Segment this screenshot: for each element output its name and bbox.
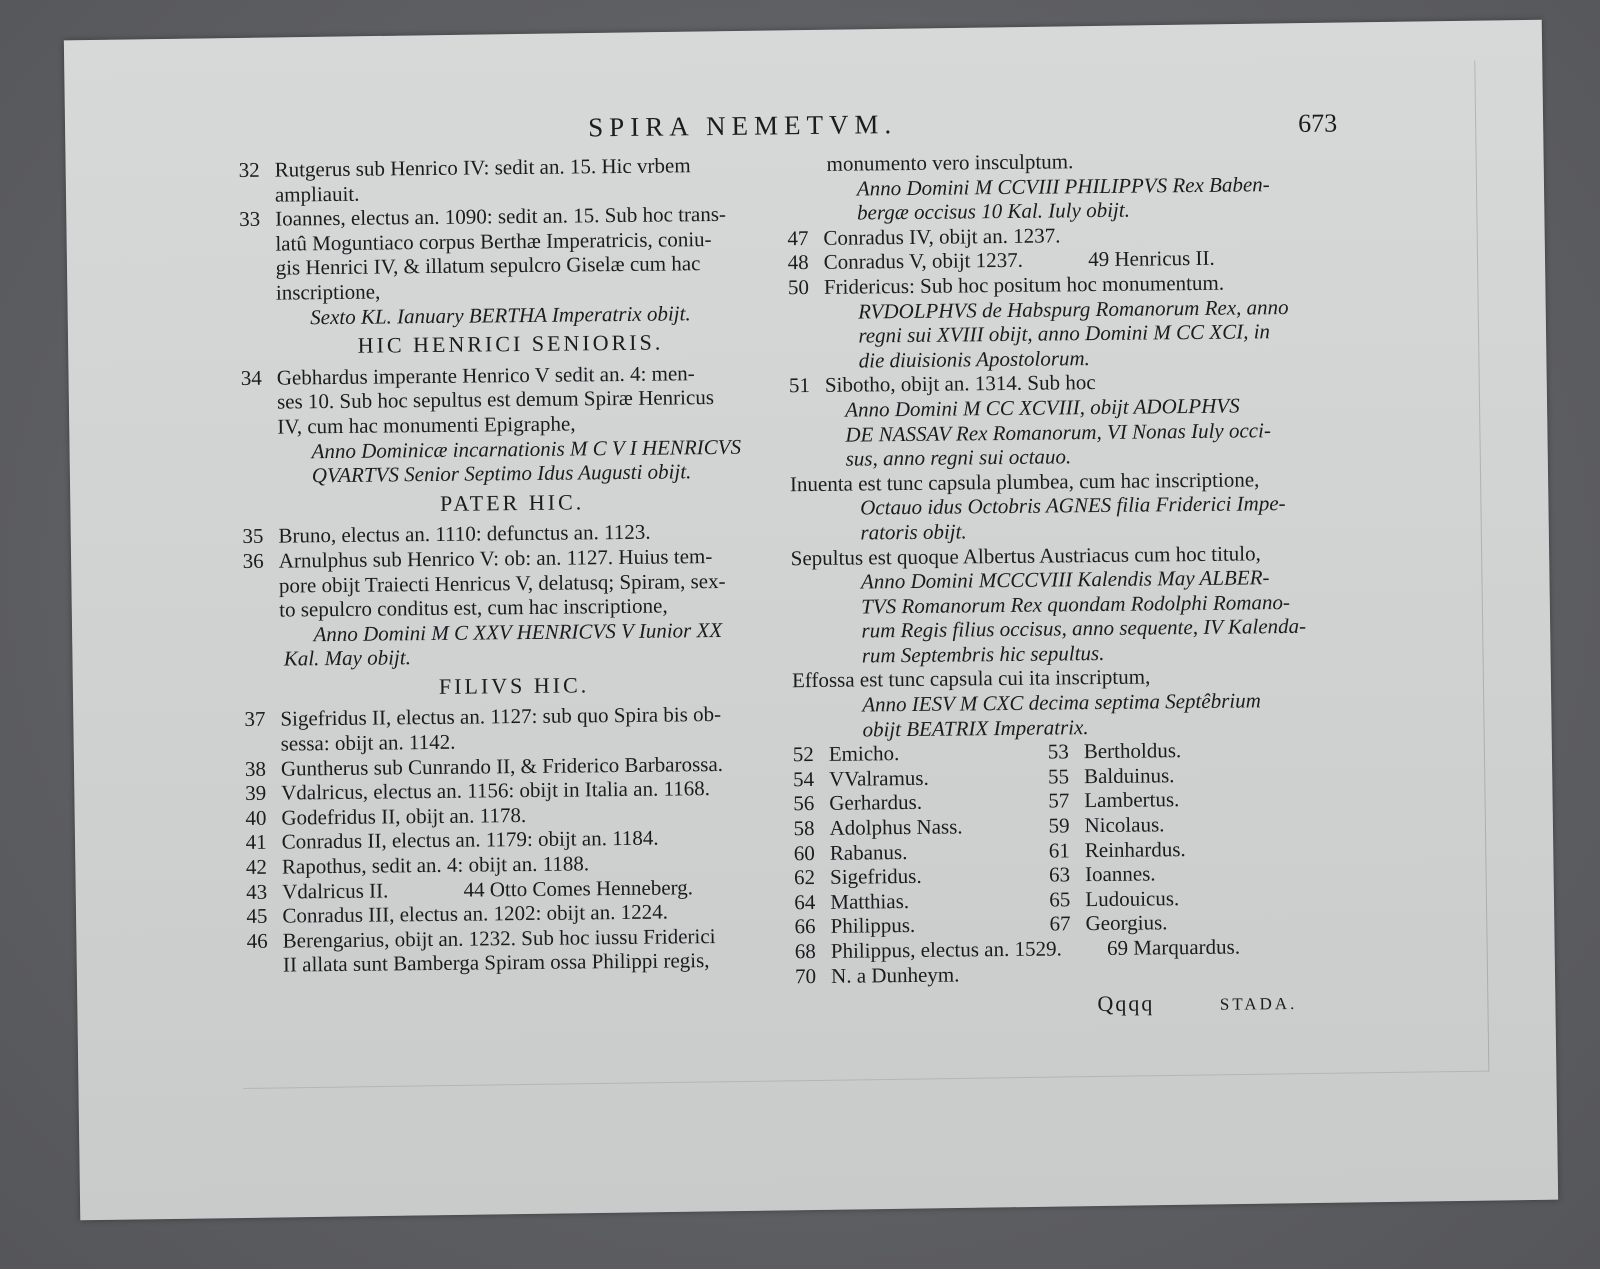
entry-line: to sepulcro conditus est, cum hac inscriptione,	[279, 593, 668, 622]
folio-number: 673	[1298, 108, 1338, 138]
list-item	[793, 740, 1048, 767]
list-item	[793, 789, 1048, 816]
entry-70	[795, 958, 1335, 988]
right-column	[786, 147, 1335, 989]
inscription-line: obijt BEATRIX Imperatrix.	[862, 714, 1089, 742]
entry-line: Gebhardus imperante Henrico V sedit an. 4: men-	[276, 360, 695, 390]
entry-number: 46	[246, 928, 268, 953]
entry-line: inscriptione,	[275, 279, 381, 305]
entry-number: 48	[787, 250, 809, 275]
paragraph-line: Sepultus est quoque Albertus Austriacus cum hoc titulo,	[790, 540, 1261, 570]
inscription-line: Anno Domini M CC XCVIII, obijt ADOLPHVS	[845, 393, 1240, 422]
left-column	[239, 152, 788, 978]
entry-line: latû Moguntiaco corpus Berthæ Imperatricis, coniu-	[275, 226, 712, 256]
entry-33	[239, 202, 780, 306]
entry-number: 41	[245, 830, 267, 855]
entry-number: 42	[245, 854, 268, 879]
entry-number: 40	[245, 805, 267, 830]
entry-number: 52	[792, 742, 814, 767]
entry-line: IV, cum hac monumenti Epigraphe,	[277, 411, 576, 439]
entry-line: Henricus II.	[1114, 246, 1215, 272]
entry-line: Fridericus: Sub hoc positum hoc monumentum.	[823, 270, 1225, 299]
inscription-line: Kal. May obijt.	[283, 645, 412, 671]
entry-number: 60	[793, 840, 815, 865]
entry-line: ses 10. Sub hoc sepultus est demum Spiræ Henricus	[276, 385, 715, 414]
entry-44	[463, 875, 693, 902]
entry-name: Adolphus Nass.	[829, 814, 963, 840]
entry-line: pore obijt Traiecti Henricus V, delatusq; Spiram, sex-	[278, 568, 726, 598]
running-title: SPIRA NEMETVM.	[588, 109, 898, 143]
entry-number: 55	[1047, 764, 1070, 789]
inscription-line: Anno Domini MCCCVIII Kalendis May ALBER-	[860, 565, 1270, 594]
entry-line: Conradus IV, obijt an. 1237.	[823, 223, 1061, 250]
entry-69	[1107, 935, 1240, 961]
section-heading: HIC HENRICI SENIORIS.	[357, 329, 664, 358]
entry-number: 36	[242, 548, 264, 573]
entry-46	[247, 923, 787, 978]
inscription-line: Anno Domini M CCVIII PHILIPPVS Rex Baben-	[856, 171, 1270, 201]
signature-mark: Qqqq	[1097, 990, 1155, 1017]
inscription-line: regni sui XVIII obijt, anno Domini M CC XCI, in	[858, 319, 1271, 348]
entry-number: 58	[793, 816, 815, 841]
list-item	[793, 814, 1048, 841]
list-item	[1049, 860, 1309, 887]
entry-number: 66	[794, 914, 816, 939]
entry-number: 51	[788, 373, 811, 398]
entry-line: Guntherus sub Cunrando II, & Friderico Barbarossa.	[280, 751, 724, 781]
entry-line: Marquardus.	[1133, 934, 1241, 960]
inscription-line: Anno Dominicæ incarnationis M C V I HENRICVS	[311, 434, 742, 463]
list-item	[794, 887, 1049, 914]
entry-number: 70	[794, 963, 817, 988]
entry-32	[239, 152, 779, 207]
entry-name: Ludouicus.	[1085, 886, 1180, 911]
entry-number: 65	[1049, 887, 1071, 912]
entry-name: Bertholdus.	[1083, 738, 1182, 764]
entry-number: 43	[246, 879, 268, 904]
entry-number: 45	[246, 903, 268, 929]
inscription-line: sus, anno regni sui octauo.	[845, 444, 1072, 471]
entry-37	[244, 702, 784, 757]
entry-name: Lambertus.	[1084, 787, 1180, 813]
entry-number: 69	[1106, 935, 1129, 960]
list-item	[1049, 835, 1309, 862]
entry-number: 61	[1048, 837, 1070, 863]
entry-number: 53	[1047, 739, 1069, 764]
entry-number: 34	[240, 365, 262, 390]
entry-line: Ioannes, electus an. 1090: sedit an. 15. Sub hoc trans-	[275, 202, 727, 231]
inscription-line: Anno Domini M C XXV HENRICVS V Iunior XX	[313, 617, 723, 646]
entry-name: Nicolaus.	[1084, 812, 1165, 838]
inscription-line: bergæ occisus 10 Kal. Iuly obijt.	[856, 197, 1131, 225]
entry-name: VValramus.	[828, 765, 929, 791]
list-item	[794, 912, 1049, 939]
list-item	[1048, 762, 1308, 789]
paragraph-line: Inuenta est tunc capsula plumbea, cum hac inscriptione,	[789, 467, 1260, 496]
inscription-line: Anno IESV M CXC decima septima Septêbrium	[862, 688, 1261, 717]
inscription-line: QVARTVS Senior Septimo Idus Augusti obijt.	[311, 459, 692, 488]
entry-name: Matthias.	[830, 888, 910, 914]
list-item	[1048, 811, 1308, 838]
entry-line: Conradus III, electus an. 1202: obijt an. 1224.	[282, 899, 669, 928]
entry-line: sessa: obijt an. 1142.	[280, 729, 456, 756]
inscription-line: rum Regis filius occisus, anno sequente, IV Kalenda-	[861, 614, 1307, 643]
catchword: STADA.	[1219, 993, 1298, 1014]
entry-line: Rutgerus sub Henrico IV: sedit an. 15. Hic vrbem	[274, 153, 691, 182]
paragraph-line: Effossa est tunc capsula cui ita inscriptum,	[791, 664, 1151, 693]
entry-name: Ioannes.	[1084, 861, 1156, 887]
entry-line: N. a Dunheym.	[830, 962, 960, 988]
entry-line: Arnulphus sub Henrico V: ob: an. 1127. Huius tem-	[278, 543, 713, 573]
inscription-line: DE NASSAV Rex Romanorum, VI Nonas Iuly occi-	[845, 417, 1272, 447]
entry-line: Vdalricus, electus an. 1156: obijt in Italia an. 1168.	[281, 776, 711, 805]
entry-number: 56	[793, 791, 815, 816]
entry-name: Sigefridus.	[829, 864, 922, 890]
entry-number: 68	[794, 938, 816, 964]
entry-line: Vdalricus II.	[282, 878, 389, 904]
section-heading: PATER HIC.	[439, 489, 585, 516]
entry-name: Georgius.	[1085, 910, 1168, 936]
entry-number: 63	[1048, 862, 1071, 887]
entry-line: Sigefridus II, electus an. 1127: sub quo Spira bis ob-	[280, 702, 722, 732]
printed-page	[238, 98, 1358, 1030]
entry-line: II allata sunt Bamberga Spiram ossa Philippi regis,	[282, 948, 710, 977]
entry-name: Philippus.	[830, 913, 916, 939]
list-item	[794, 863, 1049, 890]
entry-number: 64	[794, 889, 816, 915]
inscription-line: RVDOLPHVS de Habspurg Romanorum Rex, anno	[858, 294, 1289, 324]
entry-line: Conradus V, obijt 1237.	[823, 248, 1024, 275]
list-item	[1049, 909, 1309, 936]
entry-line: gis Henrici IV, & illatum sepulcro Giselæ cum hac	[275, 251, 701, 280]
entry-line: Sibotho, obijt an. 1314. Sub hoc	[824, 370, 1096, 398]
entry-name: Gerhardus.	[829, 790, 923, 816]
entry-number: 38	[244, 756, 267, 781]
entry-number: 44	[463, 877, 485, 902]
section-heading: FILIVS HIC.	[438, 672, 590, 699]
entry-name: Rabanus.	[829, 839, 908, 865]
list-item	[1049, 885, 1309, 912]
entry-line: ampliauit.	[274, 181, 360, 207]
entry-number: 47	[787, 225, 809, 251]
entry-49	[1088, 246, 1215, 272]
entry-number: 62	[793, 865, 816, 890]
entry-line: Godefridus II, obijt an. 1178.	[281, 802, 527, 830]
entry-name: Emicho.	[828, 741, 900, 767]
entry-line: Berengarius, obijt an. 1232. Sub hoc iussu Friderici	[282, 923, 716, 953]
entry-number: 57	[1048, 788, 1070, 813]
entry-number: 39	[245, 780, 267, 806]
inscription-line: Octauo idus Octobris AGNES filia Friderici Impe-	[860, 491, 1286, 520]
entry-number: 49	[1088, 247, 1110, 272]
list-item	[1048, 737, 1308, 764]
inscription-line: TVS Romanorum Rex quondam Rodolphi Romano-	[861, 589, 1291, 619]
entry-number: 54	[792, 766, 815, 792]
list-item	[1048, 786, 1308, 813]
entry-number: 59	[1048, 813, 1070, 838]
entry-number: 32	[238, 157, 260, 182]
entry-number: 67	[1049, 911, 1071, 936]
page-footer	[1097, 989, 1297, 1017]
list-item	[794, 838, 1049, 865]
bishop-list	[793, 737, 1335, 939]
inscription-line: die diuisionis Apostolorum.	[858, 345, 1090, 373]
list-item	[793, 764, 1048, 791]
entry-number: 33	[239, 206, 261, 232]
inscription-line: Sexto KL. Ianuary BERTHA Imperatrix obijt.	[310, 300, 691, 329]
entry-number: 50	[787, 275, 810, 300]
entry-line: Conradus II, electus an. 1179: obijt an. 1184.	[281, 826, 659, 855]
continuation-line: monumento vero insculptum.	[826, 149, 1074, 176]
inscription-line: ratoris obijt.	[860, 519, 967, 545]
entry-name: Reinhardus.	[1084, 836, 1186, 862]
inscription-line: rum Septembris hic sepultus.	[861, 640, 1105, 668]
entry-line: Otto Comes Henneberg.	[489, 874, 694, 902]
entry-number: 35	[242, 524, 264, 549]
entry-number: 37	[244, 707, 266, 732]
entry-36	[243, 543, 784, 622]
entry-34	[241, 360, 782, 439]
entry-line: Bruno, electus an. 1110: defunctus an. 1123.	[278, 520, 651, 548]
entry-line: Philippus, electus an. 1529.	[830, 936, 1062, 963]
entry-name: Balduinus.	[1083, 763, 1175, 789]
entry-line: Rapothus, sedit an. 4: obijt an. 1188.	[281, 851, 590, 879]
